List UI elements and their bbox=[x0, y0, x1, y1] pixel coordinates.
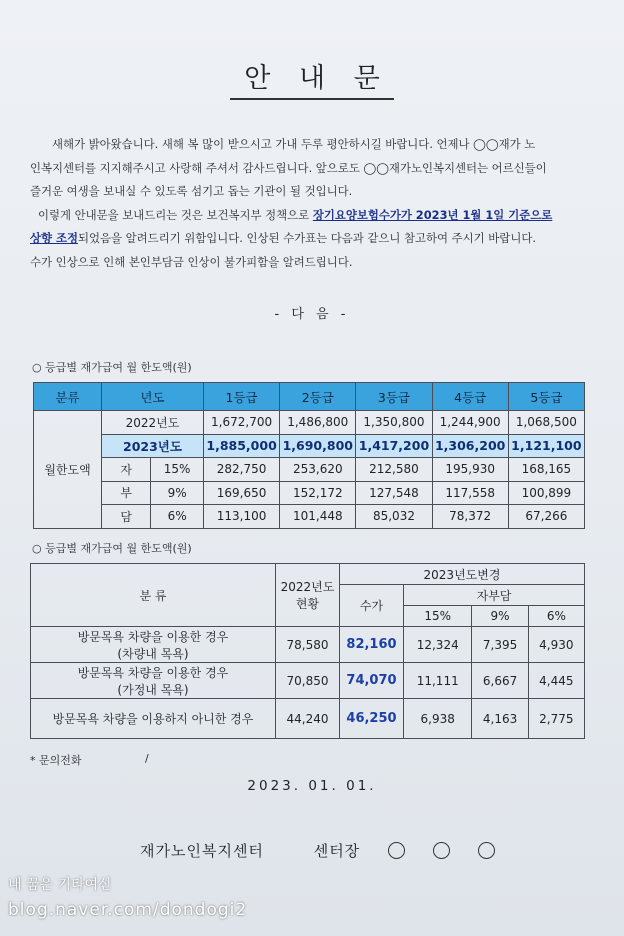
document-date: 2023. 01. 01. bbox=[247, 778, 377, 794]
cell: 152,172 bbox=[280, 481, 356, 505]
group-label: 월한도액 bbox=[34, 411, 102, 529]
cell: 4,930 bbox=[528, 627, 584, 663]
cell: 1,350,800 bbox=[356, 411, 432, 435]
cell: 67,266 bbox=[508, 505, 584, 529]
cell: 78,372 bbox=[432, 505, 508, 529]
header-grade2: 2등급 bbox=[280, 383, 356, 411]
cell: 12,324 bbox=[404, 627, 472, 663]
highlight-text: 장기요양보험수가가 2023년 1월 1일 기준으로 bbox=[312, 207, 553, 222]
highlight-text-2: 상향 조정 bbox=[30, 231, 78, 245]
cell: 101,448 bbox=[280, 505, 356, 529]
watermark-line2: blog.naver.com/dondogi2 bbox=[8, 900, 248, 920]
header-grade3: 3등급 bbox=[356, 383, 432, 411]
rate: 15% bbox=[151, 458, 204, 482]
self-pay-label: 담 bbox=[102, 505, 151, 529]
header-rate-6: 6% bbox=[528, 606, 584, 627]
bath-service-table bbox=[30, 563, 585, 739]
cell: 168,165 bbox=[508, 458, 584, 482]
cell: 1,672,700 bbox=[204, 411, 280, 435]
header-category: 분 류 bbox=[31, 564, 276, 627]
row-label: 방문목욕 차량을 이용한 경우 (가정내 목욕) bbox=[31, 663, 276, 699]
watermark-line1: 내 꿈은 기타여신 bbox=[8, 877, 112, 893]
header-year: 년도 bbox=[102, 383, 204, 411]
cell: 117,558 bbox=[432, 481, 508, 505]
monthly-limit-table bbox=[33, 382, 585, 529]
header-2023: 2023년도변경 bbox=[340, 564, 585, 585]
cell: 1,417,200 bbox=[356, 434, 432, 458]
row-label: 방문목욕 차량을 이용한 경우 (차량내 목욕) bbox=[31, 627, 276, 663]
cell: 6,938 bbox=[404, 699, 472, 739]
cell: 1,121,100 bbox=[508, 434, 584, 458]
row-label: 방문목욕 차량을 이용하지 아니한 경우 bbox=[31, 699, 276, 739]
intro-paragraph: 새해가 밝아왔습니다. 새해 복 많이 받으시고 가내 두루 평안하시길 바랍니다. 언제나 ◯◯재가 노 인복지센터를 지지해주시고 사랑해 주셔서 감사드립니다. 앞으로도 ◯◯재가노인복지센터는 어르신들이 즐거운 여생을 보내실 수 있도록 섬기고 돕는 기관이 될 것입니다. 이렇게 안내문을 보내드리는 것은 보건복지부 정책으로 장기요양보험수가가 2023년 1월 1일 기준으로 상향 조정되었음을 알려드리기 위함입니다. 인상된 수가표는 다음과 같으니 참고하여 주시기 바랍니다. 수가 인상으로 인해 본인부담금 인상이 불가피함을 알려드립니다. bbox=[30, 137, 553, 269]
circle-icon bbox=[433, 842, 450, 859]
cell: 2,775 bbox=[528, 699, 584, 739]
self-pay-label: 자 bbox=[102, 458, 151, 482]
contact-label: * 문의전화 bbox=[30, 754, 82, 767]
cell: 1,244,900 bbox=[432, 411, 508, 435]
cell: 113,100 bbox=[204, 505, 280, 529]
signature-line bbox=[140, 840, 495, 861]
cell: 1,068,500 bbox=[508, 411, 584, 435]
document-title: 안 내 문 bbox=[0, 56, 624, 100]
cell: 4,163 bbox=[472, 699, 528, 739]
fee-cell: 82,160 bbox=[340, 627, 404, 663]
cell: 253,620 bbox=[280, 458, 356, 482]
rate: 6% bbox=[151, 505, 204, 529]
header-fee: 수가 bbox=[340, 585, 404, 627]
table1-caption: ○ 등급별 재가급여 월 한도액(원) bbox=[32, 361, 192, 374]
cell: 127,548 bbox=[356, 481, 432, 505]
table2-caption: ○ 등급별 재가급여 월 한도액(원) bbox=[32, 542, 192, 555]
header-2022: 2022년도 현황 bbox=[276, 564, 340, 627]
director-label: 센터장 bbox=[313, 842, 361, 860]
cell: 1,486,800 bbox=[280, 411, 356, 435]
cell: 85,032 bbox=[356, 505, 432, 529]
contact-separator: / bbox=[145, 752, 149, 765]
header-grade1: 1등급 bbox=[204, 383, 280, 411]
cell: 44,240 bbox=[276, 699, 340, 739]
circle-icon bbox=[478, 842, 495, 859]
self-pay-label: 부 bbox=[102, 481, 151, 505]
header-rate-9: 9% bbox=[472, 606, 528, 627]
cell: 70,850 bbox=[276, 663, 340, 699]
cell: 282,750 bbox=[204, 458, 280, 482]
cell: 7,395 bbox=[472, 627, 528, 663]
section-heading: - 다 음 - bbox=[274, 307, 350, 322]
header-grade4: 4등급 bbox=[432, 383, 508, 411]
cell: 100,899 bbox=[508, 481, 584, 505]
header-category: 분류 bbox=[34, 383, 102, 411]
cell: 1,306,200 bbox=[432, 434, 508, 458]
cell: 6,667 bbox=[472, 663, 528, 699]
cell: 11,111 bbox=[404, 663, 472, 699]
cell: 1,690,800 bbox=[280, 434, 356, 458]
fee-cell: 74,070 bbox=[340, 663, 404, 699]
cell: 195,930 bbox=[432, 458, 508, 482]
cell: 169,650 bbox=[204, 481, 280, 505]
header-rate-15: 15% bbox=[404, 606, 472, 627]
row-year: 2023년도 bbox=[102, 434, 204, 458]
cell: 4,445 bbox=[528, 663, 584, 699]
center-name: 재가노인복지센터 bbox=[140, 842, 264, 860]
header-selfpay: 자부담 bbox=[404, 585, 585, 606]
cell: 78,580 bbox=[276, 627, 340, 663]
cell: 1,885,000 bbox=[204, 434, 280, 458]
rate: 9% bbox=[151, 481, 204, 505]
fee-cell: 46,250 bbox=[340, 699, 404, 739]
circle-icon bbox=[388, 842, 405, 859]
header-grade5: 5등급 bbox=[508, 383, 584, 411]
row-year: 2022년도 bbox=[102, 411, 204, 435]
cell: 212,580 bbox=[356, 458, 432, 482]
